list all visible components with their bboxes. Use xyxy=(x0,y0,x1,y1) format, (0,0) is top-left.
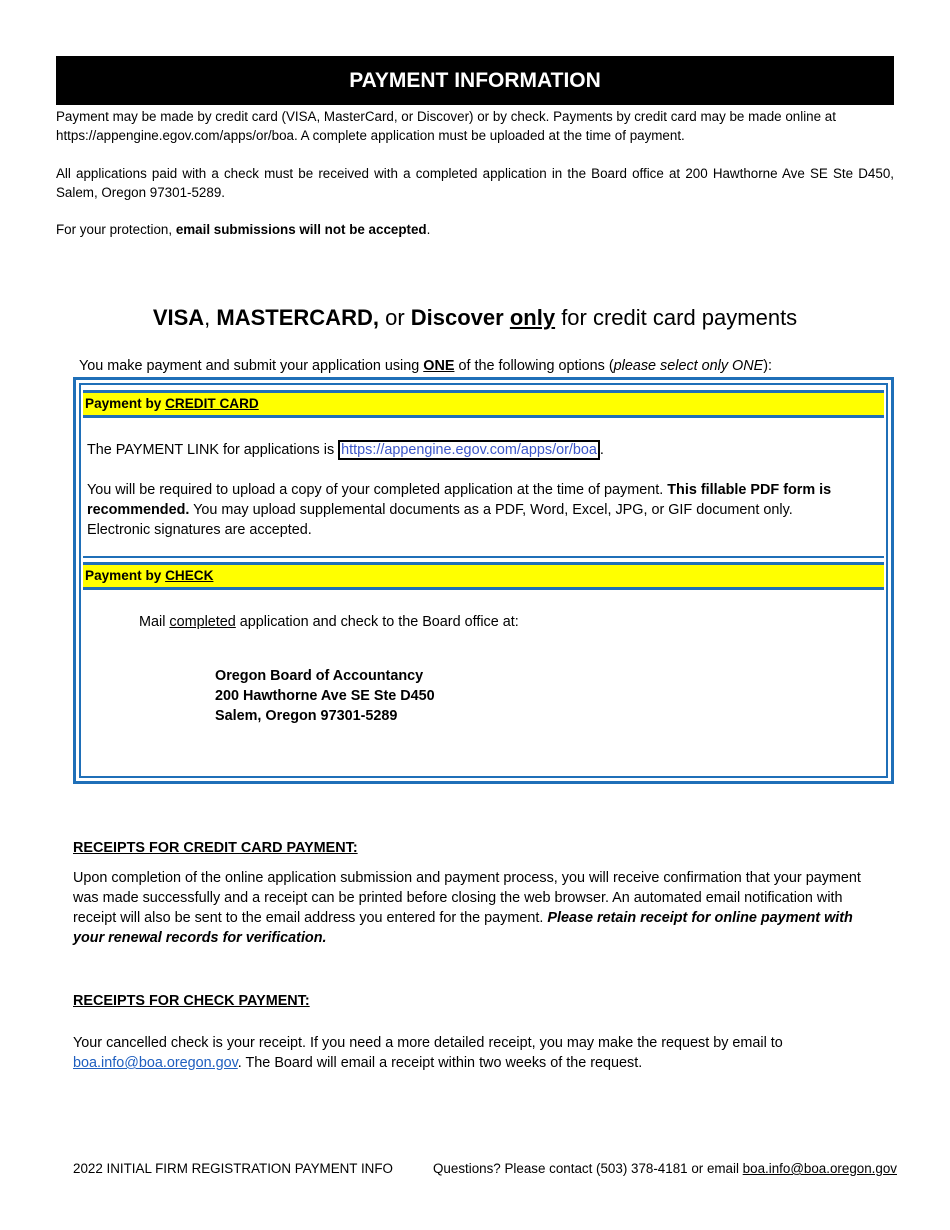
check-header xyxy=(83,562,884,590)
check-applications-paragraph: All applications paid with a check must be received with a completed application in the Board office at 200 Hawthorne Ave SE Ste D450, Salem, Oregon 97301-5289. xyxy=(56,166,894,200)
protection-text: For your protection, xyxy=(56,222,176,237)
only-label: only xyxy=(509,305,556,330)
mail-suffix: application and check to the Board office at: xyxy=(235,614,519,630)
options-intro-suffix: ): xyxy=(763,358,773,374)
payment-link[interactable]: https://appengine.egov.com/apps/or/boa xyxy=(338,440,600,460)
payment-link-suffix: . xyxy=(599,442,604,458)
protection-bold-text: email submissions will not be accepted xyxy=(175,222,427,237)
footer-email-link[interactable]: boa.info@boa.oregon.gov xyxy=(742,1161,897,1176)
upload-requirement-text xyxy=(87,480,832,540)
receipts-credit-body: Upon completion of the online application submission and payment process, you will receive confirmation that your payment was made successfully and a receipt can be printed before closing the web browser. An automated email notification with receipt will also be sent to the email address you entered for the payment. xyxy=(73,870,861,926)
options-intro-italic: please select only ONE xyxy=(613,358,764,374)
address-line-3: Salem, Oregon 97301-5289 xyxy=(215,708,398,724)
heading-comma: , xyxy=(204,305,217,330)
upload-rest-text: You may upload supplemental documents as a PDF, Word, Excel, JPG, or GIF document only. Electronic signatures are accepted. xyxy=(87,502,793,538)
footer-contact xyxy=(433,1159,897,1178)
page-title: PAYMENT INFORMATION xyxy=(349,68,601,92)
payment-link-prefix: The PAYMENT LINK for applications is xyxy=(87,442,339,458)
payment-methods-paragraph: Payment may be made by credit card (VISA, MasterCard, or Discover) or by check. Payments by credit card may be made online at https://appengine.egov.com/apps/or/boa. A complete application must be uploaded at the time of payment. xyxy=(56,109,836,143)
receipts-credit-heading: RECEIPTS FOR CREDIT CARD PAYMENT: xyxy=(73,840,358,856)
discover-label: Discover xyxy=(410,305,504,330)
payment-link-line xyxy=(87,440,604,460)
credit-card-header xyxy=(83,390,884,418)
board-address xyxy=(215,666,435,726)
receipts-check-after: . The Board will email a receipt within two weeks of the request. xyxy=(237,1055,643,1071)
section-divider xyxy=(83,556,884,558)
credit-card-header-label: CREDIT CARD xyxy=(165,396,259,411)
address-line-1: Oregon Board of Accountancy xyxy=(215,668,424,684)
heading-rest: for credit card payments xyxy=(555,305,798,330)
protection-paragraph xyxy=(56,220,894,239)
credit-card-header-prefix: Payment by xyxy=(85,396,166,411)
protection-suffix: . xyxy=(426,222,431,237)
page-title-banner xyxy=(56,56,894,105)
mail-instruction xyxy=(139,612,519,632)
receipts-check-body: Your cancelled check is your receipt. If you need a more detailed receipt, you may make the request by email to xyxy=(73,1035,783,1051)
heading-or: or xyxy=(378,305,411,330)
footer-document-title: 2022 INITIAL FIRM REGISTRATION PAYMENT INFO xyxy=(73,1161,393,1176)
check-header-label: CHECK xyxy=(165,568,214,583)
options-intro-one: ONE xyxy=(423,358,455,374)
footer-contact-text: Questions? Please contact (503) 378-4181 or email xyxy=(433,1161,743,1176)
mail-completed: completed xyxy=(169,614,236,630)
options-intro-middle: of the following options ( xyxy=(454,358,614,374)
check-header-prefix: Payment by xyxy=(85,568,166,583)
receipts-check-text xyxy=(73,1033,863,1073)
options-intro xyxy=(79,356,772,376)
mastercard-label: MASTERCARD, xyxy=(216,305,379,330)
payment-options-box xyxy=(73,377,894,784)
payment-options-inner xyxy=(79,383,888,778)
card-types-heading xyxy=(0,303,950,333)
receipts-credit-text xyxy=(73,868,863,948)
mail-prefix: Mail xyxy=(139,614,170,630)
receipts-credit-emphasis: Please retain receipt for online payment with your renewal records for verification. xyxy=(73,910,853,946)
visa-label: VISA xyxy=(152,305,205,330)
address-line-2: 200 Hawthorne Ave SE Ste D450 xyxy=(215,688,435,704)
options-intro-text: You make payment and submit your application using xyxy=(79,358,424,374)
upload-bold-text: This fillable PDF form is recommended. xyxy=(87,482,832,518)
receipts-check-heading: RECEIPTS FOR CHECK PAYMENT: xyxy=(73,993,310,1009)
board-email-link[interactable]: boa.info@boa.oregon.gov xyxy=(73,1055,238,1071)
upload-text: You will be required to upload a copy of your completed application at the time of payment. xyxy=(87,482,668,498)
